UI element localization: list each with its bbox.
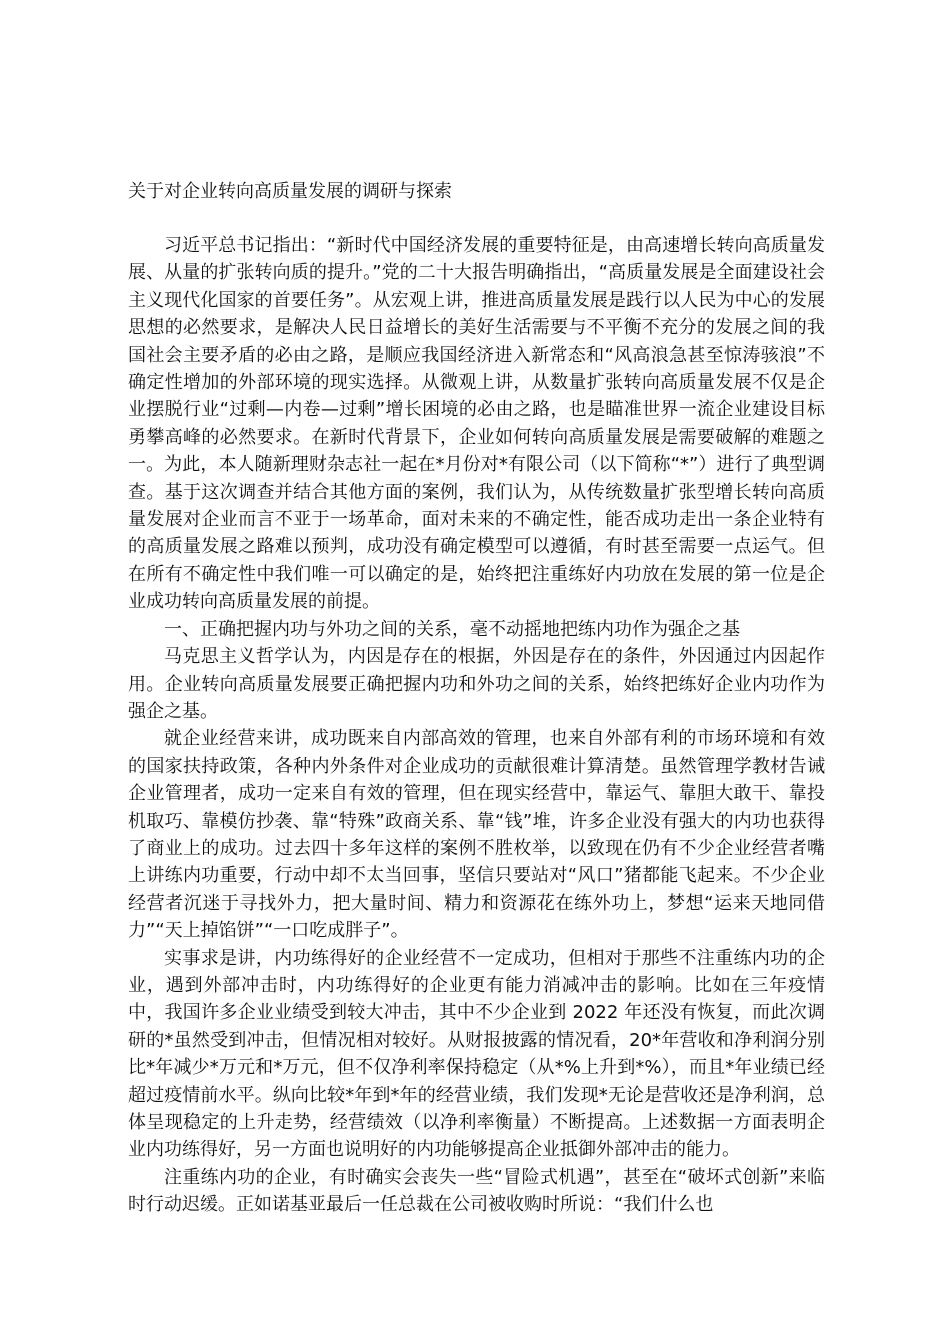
paragraph-business-operation: 就企业经营来讲，成功既来自内部高效的管理，也来自外部有利的市场环境和有效的国家扶持政策，各种内外条件对企业成功的贡献很难计算清楚。虽然管理学教材告诫企业管理者，成功一定来自有效的管理，但在现实经营中，靠运气、靠胆大敢干、靠投机取巧、靠模仿抄袭、靠“特殊”政商关系、靠“钱”堆，许多企业没有强大的内功也获得了商业上的成功。过去四十多年这样的案例不胜枚举，以致现在仍有不少企业经营者嘴上讲练内功重要，行动中却不太当回事，坚信只要站对“风口”猪都能飞起来。不少企业经营者沉迷于寻找外力，把大量时间、精力和资源花在练外功上，梦想“运来天地同借力”“天上掉馅饼”“一口吃成胖子”。: [128, 728, 825, 942]
paragraph-inner-strength: 注重练内功的企业，有时确实会丧失一些“冒险式机遇”，甚至在“破坏式创新”来临时行动迟缓。正如诺基亚最后一任总裁在公司被收购时所说：“我们什么也: [128, 1166, 825, 1216]
document-body: [128, 232, 825, 1219]
document-page: [128, 0, 825, 1344]
document-title: 关于对企业转向高质量发展的调研与探索: [128, 181, 452, 202]
paragraph-marxism: 马克思主义哲学认为，内因是存在的根据，外因是存在的条件，外因通过内因起作用。企业转向高质量发展要正确把握内功和外功之间的关系，始终把练好企业内功作为强企之基。: [128, 646, 825, 722]
paragraph-fact-based: 实事求是讲，内功练得好的企业经营不一定成功，但相对于那些不注重练内功的企业，遇到外部冲击时，内功练得好的企业更有能力消减冲击的影响。比如在三年疫情中，我国许多企业业绩受到较大冲击，其中不少企业到 2022 年还没有恢复，而此次调研的*虽然受到冲击，但情况相对较好。从财报披露的情况看，20*年营收和净利润分别比*年减少*万元和*万元，但不仅净利率保持稳定（从*%上升到*%），而且*年业绩已经超过疫情前水平。纵向比较*年到*年的经营业绩，我们发现*无论是营收还是净利润，总体呈现稳定的上升走势，经营绩效（以净利率衡量）不断提高。上述数据一方面表明企业内功练得好，另一方面也说明好的内功能够提高企业抵御外部冲击的能力。: [128, 947, 825, 1161]
section-heading-1: 一、正确把握内功与外功之间的关系，毫不动摇地把练内功作为强企之基: [164, 618, 740, 640]
paragraph-intro: 习近平总书记指出：“新时代中国经济发展的重要特征是，由高速增长转向高质量发展、从量的扩张转向质的提升。”党的二十大报告明确指出，“高质量发展是全面建设社会主义现代化国家的首要任务”。从宏观上讲，推进高质量发展是践行以人民为中心的发展思想的必然要求，是解决人民日益增长的美好生活需要与不平衡不充分的发展之间的我国社会主要矛盾的必由之路，是顺应我国经济进入新常态和“风高浪急甚至惊涛骇浪”不确定性增加的外部环境的现实选择。从微观上讲，从数量扩张转向高质量发展不仅是企业摆脱行业“过剩—内卷—过剩”增长困境的必由之路，也是瞄准世界一流企业建设目标勇攀高峰的必然要求。在新时代背景下，企业如何转向高质量发展是需要破解的难题之一。为此，本人随新理财杂志社一起在*月份对*有限公司（以下简称“*”）进行了典型调查。基于这次调查并结合其他方面的案例，我们认为，从传统数量扩张型增长转向高质量发展对企业而言不亚于一场革命，面对未来的不确定性，能否成功走出一条企业特有的高质量发展之路难以预判，成功没有确定模型可以遵循，有时甚至需要一点运气。但在所有不确定性中我们唯一可以确定的是，始终把注重练好内功放在发展的第一位是企业成功转向高质量发展的前提。: [128, 235, 825, 613]
